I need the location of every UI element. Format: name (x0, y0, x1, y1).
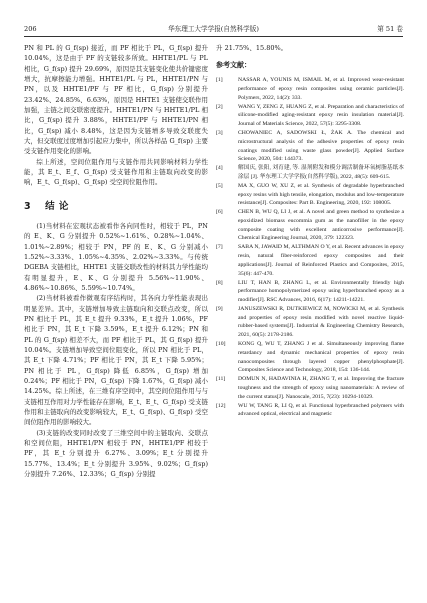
right-column (216, 43, 404, 419)
reference-number: [5] (216, 182, 223, 189)
reference-item (216, 375, 404, 401)
reference-item (216, 402, 404, 419)
reference-item (216, 103, 404, 129)
running-header (24, 24, 403, 37)
reference-text: DOMUN N, HADAVINIA H, ZHANG T, et al. Improving the fracture toughness and the strength of epoxy using nanomaterials: A review of the current status[J]. Nanoscale, 2015, 7(23): 10294-10329. (238, 376, 404, 400)
reference-text: KONG Q, WU T, ZHANG J et al. Simultaneously improving flame retardancy and dynamic mechanical properties of epoxy resin nanocomposites through layered copper phenylphosphate[J]. Composites Science and Technology, 2018, 154: 136-144. (238, 341, 404, 374)
conclusion-paragraph: (2)当材料被看作微观有序结构时，其各向力学性能表现出明显差异。其中，支链增加导致主链取向和交联点改变，所以 PN 相比于 PL，其 E_t 提升 9.33%，E_t 提升 1.06%，PF 相比于 PN，其 E_t 下降 3.59%，E_t 提升 6.12%；PN 和 PL 的 G_f(sp) 相差不大，而 PF 相比于 PL，其 G_f(sp) 提升 10.04%。支链增加导致空间位阻变化，所以 PN 相比于 PL，其 E_t 下降 4.71%；PF 相比于 PN，其 E_t 下降 5.95%；PN 相比于 PL，G_f(sp) 降低 6.85%，G_f(sp) 增加 0.24%；PF 相比于 PN，G_f(sp) 下降 1.67%，G_f(sp) 减小 14.25%。综上所述，在三维有序空间中，其空间位阻作用与与支链相互作用对力学性能存在影响，E_t、E_t、G_f(sp) 受支链作用和主链取向的改变影响较大，E_t、G_f(sp)、G_f(sp) 受空间位阻作用的影响较大。 (24, 294, 208, 427)
reference-number: [2] (216, 103, 223, 110)
reference-item (216, 208, 404, 243)
reference-text: 解国庆, 张阳, 刘育建, 等. 湿剂附发和模分调活制备环氧树脂基纸本涂层 [J]. 华东理工大学学报(自然科学版), 2022, 48(5): 609-615. (238, 165, 404, 180)
reference-item (216, 340, 404, 375)
conclusion-paragraph: (3)支链的改变同时改变了三维空间中的主链取向、交联点和空间位阻，HHTE1/PN 相较于 PN，HHTE1/PF 相较于 PF，其 E_t 分别提升 6.27%、3.09%；E_t 分别提升 15.77%、13.4%；E_t 分别提升 3.95%、9.02%；G_f(sp) 分别提升 7.26%、12.33%；G_f(sp) 分别提 (24, 428, 208, 479)
reference-number: [4] (216, 165, 223, 172)
reference-number: [9] (216, 306, 223, 312)
reference-number: [1] (216, 77, 223, 84)
reference-text: NASSAR A, YOUNIS M, ISMAIL M, et al. Improved wear-resistant performance of epoxy resin composites using ceramic particles[J]. Polymers, 2022, 14(2): 333. (238, 77, 404, 101)
volume-label: 第 51 卷 (377, 25, 403, 33)
conclusion-paragraph: (1)当材料在宏观状态被看作各向同性时，相较于 PL，PN 的 E、K、G 分别提升 0.52%~1.61%、0.28%~1.04%、1.01%~2.89%；相较于 PN，PF 的 E、K、G 分别减小 1.52%~3.33%、1.05%~4.35%、2.02%~3.33%。与传统 DGEBA 支链相比，HHTE1 支链交联改性的材料其力学性能均有明显提升，E、K、G 分别提升 5.56%~11.90%、4.86%~10.86%、5.59%~10.74%。 (24, 221, 208, 292)
reference-text: CHOWANIEC A, SADOWSKI Ł, ŻAK A. The chemical and microstructural analysis of the adhesive properties of epoxy resin coatings modified using waste glass powder[J]. Applied Surface Science, 2020, 504: 144373. (238, 130, 404, 163)
reference-text: WANG Y, ZENG Z, HUANG Z, et al. Preparation and characteristics of silicone-modified aging-resistant epoxy resin insulation material[J]. Journal of Materials Science, 2022, 57(5): 3295-3308. (238, 103, 404, 128)
reference-text: MA X, GUO W, XU Z, et al. Synthesis of degradable hyperbranched epoxy resins with high tensile, elongation, modulus and low-temperature resistance[J]. Composites: Part B. Engineering, 2020, 192: 108005. (238, 182, 404, 207)
reference-item (216, 129, 404, 164)
section-title: 结 论 (45, 200, 69, 212)
reference-number: [7] (216, 244, 223, 251)
reference-text: CHEN B, WU Q, LI J, et al. A novel and green method to synthesize a epoxidized biomass eucommia gum as the nanofiller in the epoxy composite coating with excellent anticorrosive performance[J]. Chemical Engineering Journal, 2020, 379: 122323. (238, 209, 404, 242)
references-heading: 参考文献： (216, 61, 251, 70)
reference-item (216, 76, 404, 102)
reference-number: [3] (216, 130, 223, 137)
continued-paragraph: 升 21.75%、15.80%。 (216, 44, 288, 52)
body-paragraph: PN 和 PL 的 G_f(sp) 接近，而 PF 相比于 PL，G_f(sp) 提升 10.04%，这是由于 PF 的支链较多所致。HHTE1/PL 与 PL 相比，G_f(sp) 提升 29.69%，原因是其支链变化使共价键密度增大，抗摩擦能力增强。HHTE1/PL 与 PL，HHTE1/PN 与 PN，以及 HHTE1/PF 与 PF 相比，G_f(sp) 分别提升 23.42%、24.85%、6.63%，原因是 HHTE1 支链使交联作用加强，主链之间交联密度提升。HHTE1/PN 与 HHTE1/PL 相比，G_f(sp) 提升 3.88%，HHTE1/PF 与 HHTE1/PN 相比，G_f(sp) 减小 8.48%，这是因为支链增多导致交联度失大，但交联度过度增加引起应力集中，所以各样品 G_f(sp) 主要受支链作用变化的影响。 (24, 44, 208, 156)
reference-item (216, 305, 404, 340)
journal-name: 华东理工大学学报(自然科学版) (168, 25, 259, 33)
reference-text: SABA N, JAWAID M, ALTHMAN O Y, et al. Recent advances in epoxy resin, natural fiber-reinforced epoxy composites and their applications[J]. Journal of Reinforced Plastics and Composites, 2015, 35(6): 447-470. (238, 244, 404, 277)
reference-text: WU W, TANG R, LI Q, et al. Functional hyperbranched polymers with advanced optical, electrical and magnetic (238, 402, 404, 418)
section-number: 3 (24, 200, 32, 212)
reference-item (216, 279, 404, 305)
body-paragraph: 综上所述，空间位阻作用与支链作用共同影响材料力学性能，其 E_t、E_f、G_f(sp) 受支链作用和主链取向改变的影响，E_t、G_f(sp)、G_f(sp) 受空间位阻作用。 (24, 157, 208, 187)
reference-item (216, 243, 404, 278)
section-heading (24, 198, 208, 212)
reference-text: JANUSZEWSKI R, DUTKIEWICZ M, NOWICKI M, et al. Synthesis and properties of epoxy resin modified with novel reactive liquid-rubber-based systems[J]. Industrial & Engineering Chemistry Research, 2021, 60(5): 2178-2186. (238, 306, 404, 339)
reference-list (216, 76, 404, 419)
reference-number: [8] (216, 279, 223, 286)
reference-number: [12] (216, 402, 226, 409)
page-number: 206 (24, 25, 37, 33)
reference-number: [11] (216, 376, 226, 383)
reference-text: LIU T, HAN B, ZHANG L, et al. Environmentally friendly high performance homopolymerized epoxy using hyperbranched epoxy as a modifier[J]. RSC Advances, 2016, 6(17): 14211-14221. (238, 279, 404, 303)
left-column (24, 43, 208, 479)
reference-number: [6] (216, 209, 223, 216)
reference-item (216, 182, 404, 208)
reference-item (216, 164, 404, 181)
reference-number: [10] (216, 341, 226, 348)
